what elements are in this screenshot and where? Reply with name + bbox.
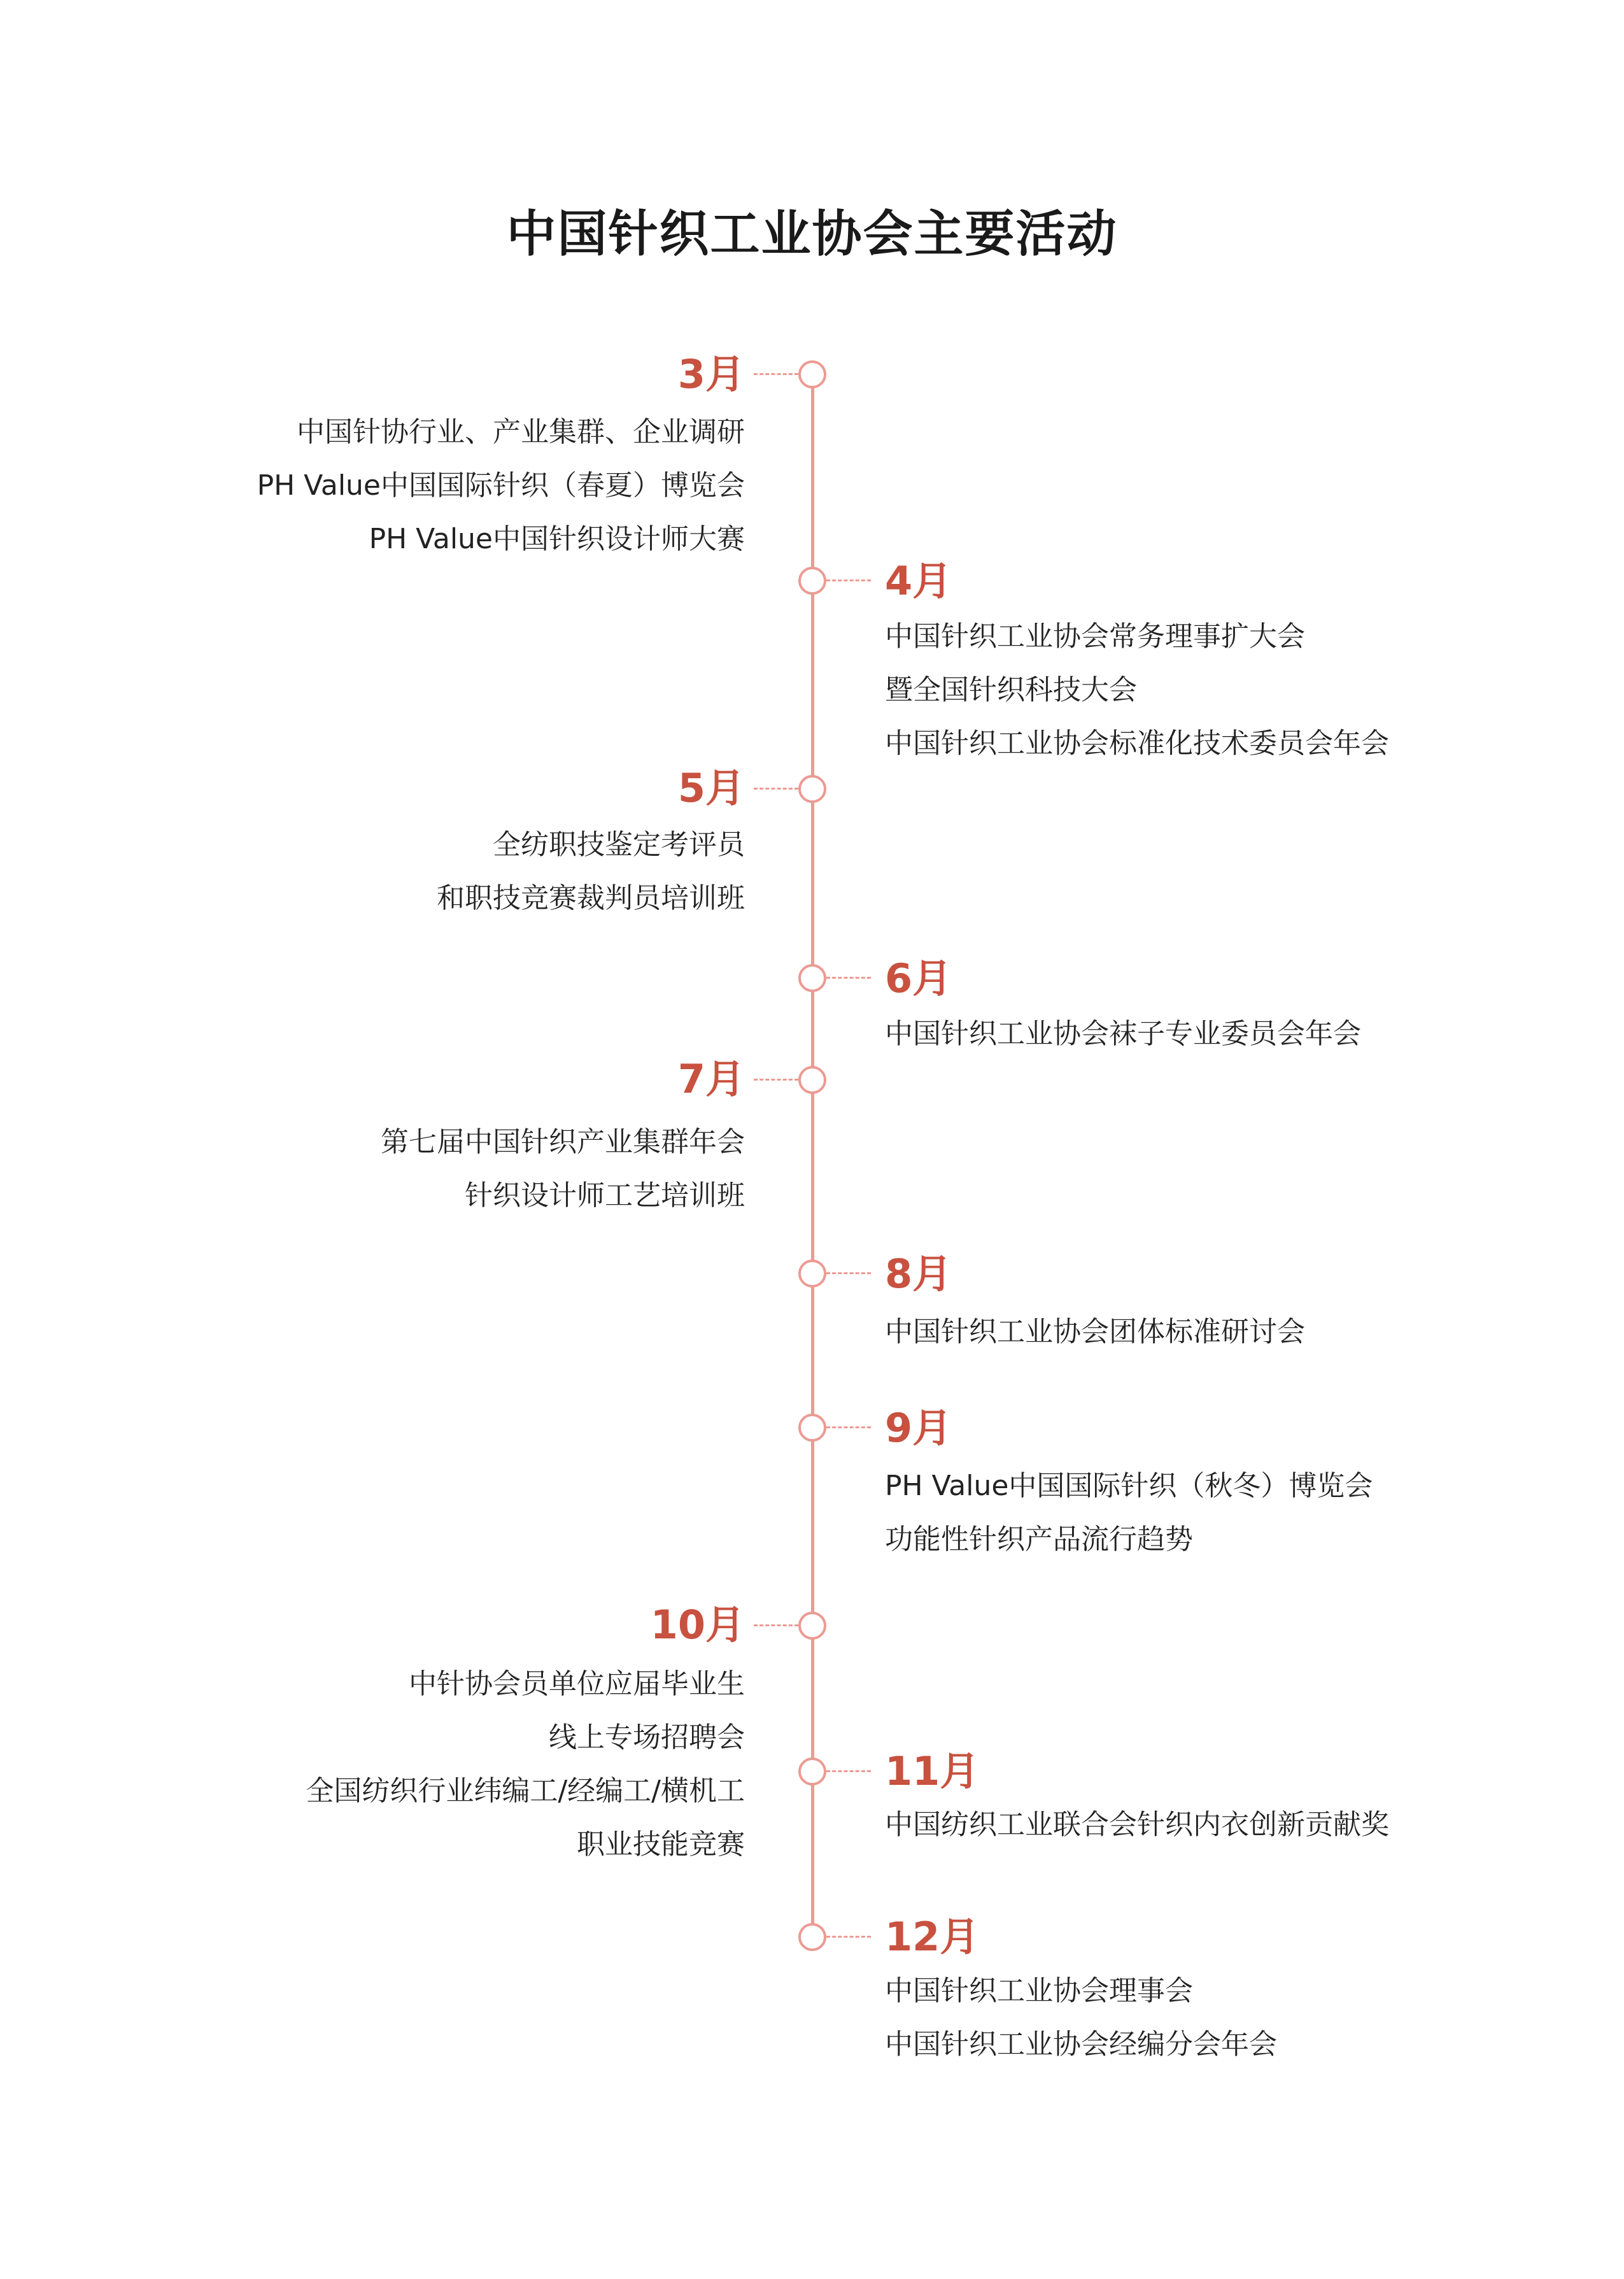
event-list-mar — [257, 406, 745, 566]
event-list-jul — [381, 1116, 745, 1223]
event-item: 和职技竞赛裁判员培训班 — [437, 882, 745, 914]
event-item: 中国针织工业协会常务理事扩大会 — [885, 620, 1305, 653]
event-list-aug — [885, 1305, 1305, 1359]
timeline-connector — [826, 1770, 871, 1772]
event-item: 中针协会员单位应届毕业生 — [409, 1668, 745, 1700]
event-item: 功能性针织产品流行趋势 — [885, 1523, 1193, 1556]
event-list-may — [437, 818, 745, 925]
timeline-node — [798, 775, 826, 803]
timeline-connector — [754, 1079, 798, 1081]
timeline-node — [798, 360, 826, 388]
timeline-node — [798, 1757, 826, 1786]
timeline-node — [798, 1612, 826, 1640]
event-item: 全纺职技鉴定考评员 — [493, 828, 745, 861]
event-item: 暨全国针织科技大会 — [885, 674, 1137, 706]
event-item: 中国针协行业、产业集群、企业调研 — [297, 416, 745, 448]
timeline-node — [798, 1066, 826, 1094]
event-list-nov — [885, 1798, 1389, 1852]
event-list-dec — [885, 1964, 1277, 2071]
event-item: 中国纺织工业联合会针织内衣创新贡献奖 — [885, 1808, 1389, 1841]
timeline-connector — [826, 977, 871, 979]
month-label-may: 5月 — [677, 765, 745, 811]
month-label-nov: 11月 — [885, 1748, 980, 1794]
event-item: 针织设计师工艺培训班 — [465, 1179, 745, 1212]
event-list-apr — [885, 610, 1389, 770]
timeline-connector — [826, 1936, 871, 1938]
timeline-node — [798, 567, 826, 595]
event-item: 中国针织工业协会袜子专业委员会年会 — [885, 1018, 1361, 1050]
timeline-line — [811, 374, 814, 1943]
event-item: 中国针织工业协会理事会 — [885, 1975, 1193, 2007]
event-list-oct — [306, 1658, 745, 1871]
month-label-apr: 4月 — [885, 558, 952, 604]
event-item: 中国针织工业协会团体标准研讨会 — [885, 1316, 1305, 1348]
event-item: PH Value中国针织设计师大赛 — [369, 523, 745, 555]
event-item: 职业技能竞赛 — [577, 1828, 745, 1861]
event-item: PH Value中国国际针织（秋冬）博览会 — [885, 1470, 1373, 1502]
timeline-connector — [754, 788, 798, 790]
timeline-connector — [826, 579, 871, 581]
month-label-jun: 6月 — [885, 955, 952, 1002]
event-item: 全国纺织行业纬编工/经编工/横机工 — [306, 1775, 745, 1807]
timeline-node — [798, 1414, 826, 1442]
timeline-node — [798, 1260, 826, 1288]
month-label-jul: 7月 — [677, 1056, 745, 1102]
event-list-sep — [885, 1459, 1373, 1566]
event-list-jun — [885, 1007, 1361, 1061]
event-item: 第七届中国针织产业集群年会 — [381, 1126, 745, 1158]
timeline-node — [798, 964, 826, 992]
timeline-connector — [754, 373, 798, 375]
month-label-sep: 9月 — [885, 1405, 952, 1451]
page-title: 中国针织工业协会主要活动 — [506, 206, 1118, 263]
event-item: 中国针织工业协会经编分会年会 — [885, 2028, 1277, 2061]
month-label-mar: 3月 — [677, 351, 745, 397]
event-item: 线上专场招聘会 — [549, 1721, 745, 1754]
timeline-connector — [826, 1272, 871, 1274]
timeline-connector — [826, 1426, 871, 1428]
event-item: PH Value中国国际针织（春夏）博览会 — [257, 469, 745, 502]
event-item: 中国针织工业协会标准化技术委员会年会 — [885, 727, 1389, 760]
timeline-node — [798, 1923, 826, 1951]
month-label-oct: 10月 — [650, 1601, 745, 1648]
month-label-aug: 8月 — [885, 1251, 952, 1297]
month-label-dec: 12月 — [885, 1913, 980, 1960]
timeline-connector — [754, 1624, 798, 1626]
